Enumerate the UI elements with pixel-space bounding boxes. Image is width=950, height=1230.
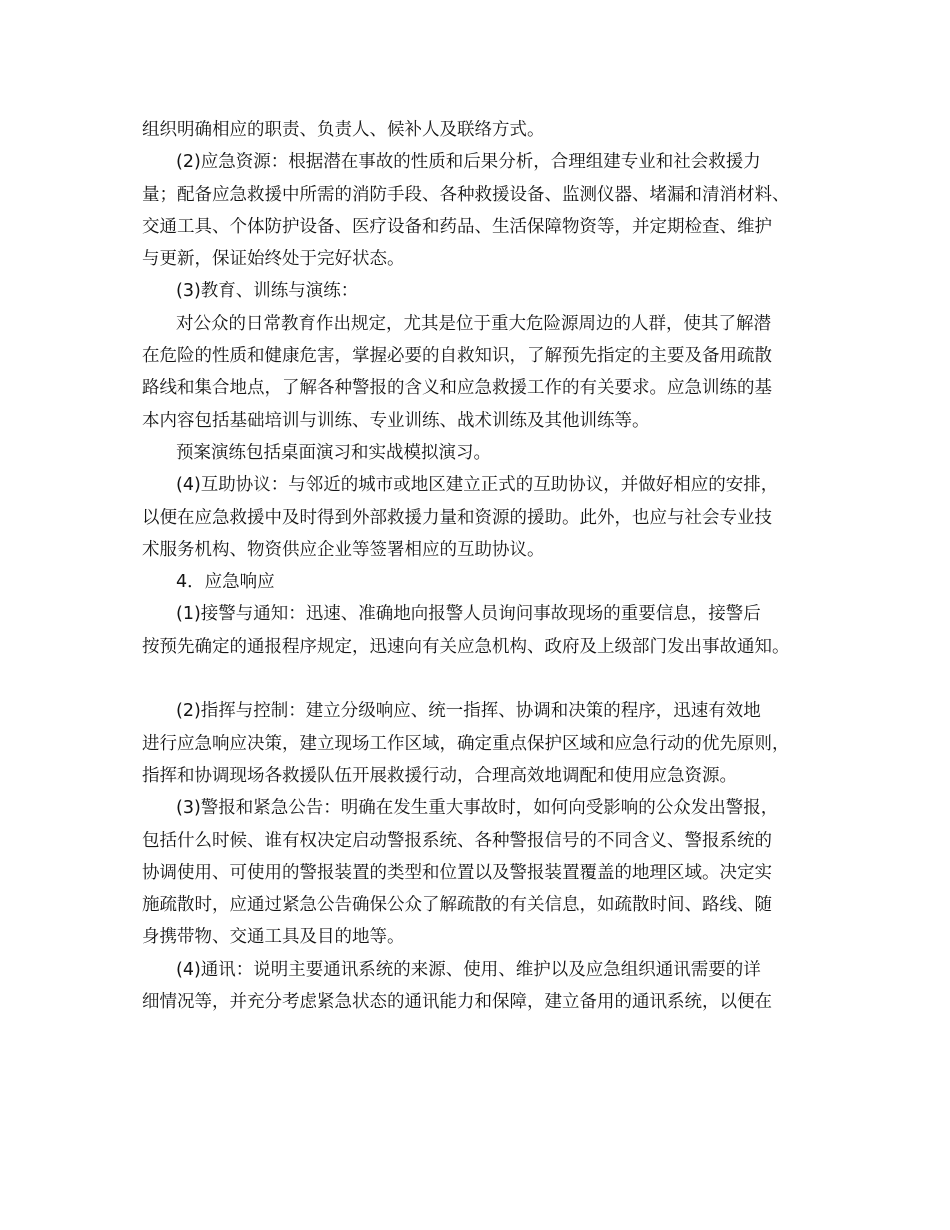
text-line: 按预先确定的通报程序规定，迅速向有关应急机构、政府及上级部门发出事故通知。 bbox=[142, 636, 790, 657]
text-line: 本内容包括基础培训与训练、专业训练、战术训练及其他训练等。 bbox=[142, 410, 650, 431]
text-line: 细情况等，并充分考虑紧急状态的通讯能力和保障，建立备用的通讯系统，以便在 bbox=[142, 992, 772, 1013]
text-line: 协调使用、可使用的警报装置的类型和位置以及警报装置覆盖的地理区域。决定实 bbox=[142, 862, 772, 883]
text-line: (2)指挥与控制：建立分级响应、统一指挥、协调和决策的程序，迅速有效地 bbox=[176, 701, 761, 722]
text-line: 与更新，保证始终处于完好状态。 bbox=[142, 249, 405, 270]
text-line: (2)应急资源：根据潜在事故的性质和后果分析，合理组建专业和社会救援力 bbox=[176, 152, 761, 173]
text-line: (4)通讯：说明主要通讯系统的来源、使用、维护以及应急组织通讯需要的详 bbox=[176, 959, 761, 980]
paragraph-gap bbox=[142, 663, 822, 695]
text-line: 包括什么时候、谁有权决定启动警报系统、各种警报信号的不同含义、警报系统的 bbox=[142, 830, 772, 851]
text-line: 交通工具、个体防护设备、医疗设备和药品、生活保障物资等，并定期检查、维护 bbox=[142, 216, 772, 237]
section-heading: 4．应急响应 bbox=[176, 572, 275, 593]
text-line: 在危险的性质和健康危害，掌握必要的自救知识，了解预先指定的主要及备用疏散 bbox=[142, 346, 772, 367]
body-text bbox=[142, 114, 822, 1018]
text-line: (3)警报和紧急公告：明确在发生重大事故时，如何向受影响的公众发出警报， bbox=[176, 798, 779, 819]
text-line: 术服务机构、物资供应企业等签署相应的互助协议。 bbox=[142, 539, 545, 560]
text-line: 预案演练包括桌面演习和实战模拟演习。 bbox=[176, 442, 491, 463]
text-line: 指挥和协调现场各救援队伍开展救援行动，合理高效地调配和使用应急资源。 bbox=[142, 765, 737, 786]
text-line: 进行应急响应决策，建立现场工作区域，确定重点保护区域和应急行动的优先原则， bbox=[142, 733, 790, 754]
text-line: 施疏散时，应通过紧急公告确保公众了解疏散的有关信息，如疏散时间、路线、随 bbox=[142, 895, 772, 916]
text-line: (4)互助协议：与邻近的城市或地区建立正式的互助协议，并做好相应的安排， bbox=[176, 475, 779, 496]
text-line: 路线和集合地点，了解各种警报的含义和应急救援工作的有关要求。应急训练的基 bbox=[142, 378, 772, 399]
text-line: (3)教育、训练与演练： bbox=[176, 281, 359, 302]
text-line: (1)接警与通知：迅速、准确地向报警人员询问事故现场的重要信息，接警后 bbox=[176, 604, 761, 625]
text-line: 以便在应急救援中及时得到外部救援力量和资源的援助。此外，也应与社会专业技 bbox=[142, 507, 772, 528]
text-line: 身携带物、交通工具及目的地等。 bbox=[142, 927, 405, 948]
text-line: 量；配备应急救援中所需的消防手段、各种救援设备、监测仪器、堵漏和清消材料、 bbox=[142, 184, 790, 205]
text-line: 组织明确相应的职责、负责人、候补人及联络方式。 bbox=[142, 120, 545, 140]
text-line: 对公众的日常教育作出规定，尤其是位于重大危险源周边的人群，使其了解潜 bbox=[176, 313, 771, 334]
